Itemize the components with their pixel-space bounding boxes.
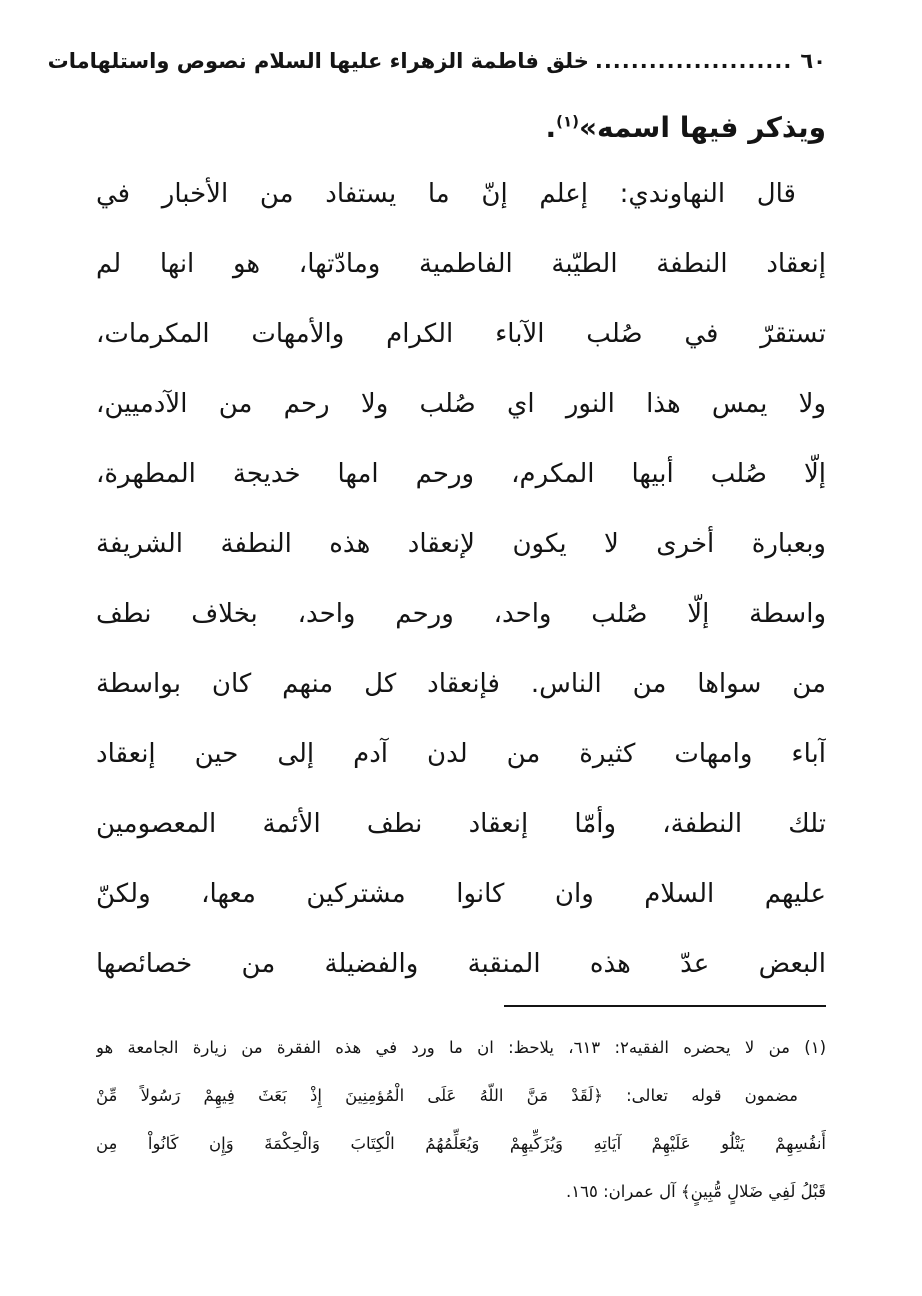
continued-line [96,96,826,162]
paragraph-line: عليهم السلام وان كانوا مشتركين معها، ولكنّ [96,879,826,909]
paragraph-line: إلّا صُلب أبيها المكرم، ورحم امها خديجة المطهرة، [96,459,826,489]
footnotes [96,1024,826,1216]
footnote-ref: (١) [556,112,579,131]
footnote-line: أَنفُسِهِمْ يَتْلُو عَلَيْهِمْ آيَاتِهِ وَيُزَكِّيهِمْ وَيُعَلِّمُهُمُ الْكِتَابَ وَالْحِكْمَةَ وَإِن كَانُواْ مِن [96,1134,826,1153]
running-header [47,44,826,78]
paragraph-line: آباء وامهات كثيرة من لدن آدم إلى حين إنعقاد [96,739,826,769]
footnote-divider [504,1005,826,1007]
paragraph-line: تلك النطفة، وأمّا إنعقاد نطف الأئمة المعصومين [96,809,826,839]
main-text [96,96,826,1002]
continued-line-end: . [545,111,557,144]
footnote-line: (١) من لا يحضره الفقيه٢: ٦١٣، يلاحظ: ان ما ورد في هذه الفقرة من زيارة الجامعة هو [96,1038,826,1057]
paragraph-line: إنعقاد النطفة الطيّبة الفاطمية ومادّتها، هو انها لم [96,249,826,279]
paragraph-line: من سواها من الناس. فإنعقاد كل منهم كان بواسطة [96,669,826,699]
paragraph-line: البعض عدّ هذه المنقبة والفضيلة من خصائصها [96,949,826,979]
footnote-line: قَبْلُ لَفِي ضَلالٍ مُّبِينٍ﴾ آل عمران: ١٦٥. [566,1182,826,1201]
page-number: ٦٠ [800,49,826,73]
header-title: خلق فاطمة الزهراء عليها السلام نصوص واستلهامات [47,49,589,73]
footnote-line: مضمون قوله تعالى: ﴿لَقَدْ مَنَّ اللّهُ عَلَى الْمُؤمِنِينَ إِذْ بَعَثَ فِيهِمْ رَسُولاً مِّنْ [96,1086,798,1105]
paragraph-line: تستقرّ في صُلب الآباء الكرام والأمهات المكرمات، [96,319,826,349]
paragraph-line: واسطة إلّا صُلب واحد، ورحم واحد، بخلاف نطف [96,599,826,629]
paragraph-line: ولا يمس هذا النور اي صُلب ولا رحم من الآدميين، [96,389,826,419]
paragraph-line: وبعبارة أخرى لا يكون لإنعقاد هذه النطفة الشريفة [96,529,826,559]
paragraph-line: قال النهاوندي: إعلم إنّ ما يستفاد من الأخبار في [96,179,796,209]
header-leader-dots: ...................... [594,49,793,73]
continued-quote: ويذكر فيها اسمه» [578,111,826,144]
